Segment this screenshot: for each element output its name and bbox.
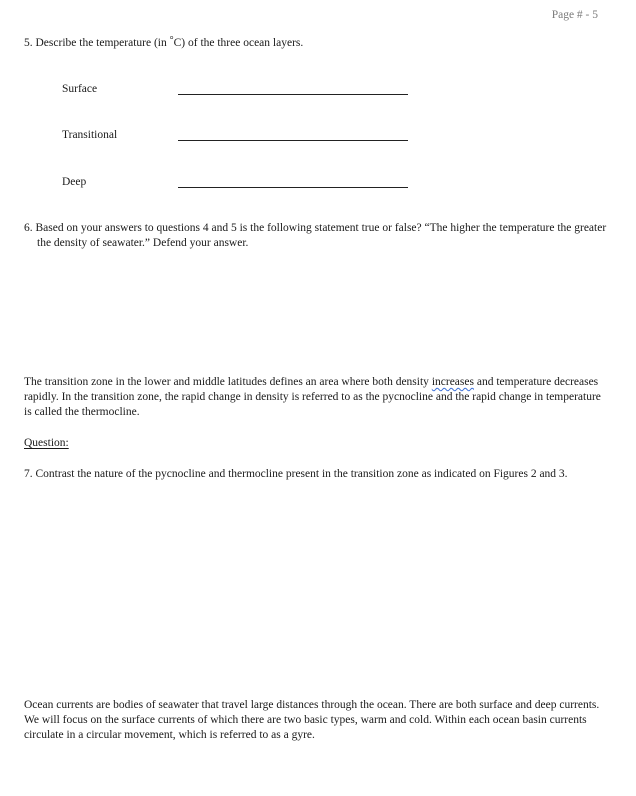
transition-text-end: and temperature decreases rapidly. In the transition zone, the rapid change in density is referred to as the pycnocline and the rapid change in temperature is called the thermocline. bbox=[24, 376, 601, 418]
answer-line-transitional[interactable] bbox=[178, 140, 408, 141]
question-heading: Question: bbox=[24, 437, 69, 449]
page-number: Page # - 5 bbox=[551, 9, 598, 21]
question-5-text-end: C) of the three ocean layers. bbox=[173, 37, 304, 49]
field-label-surface: Surface bbox=[62, 83, 98, 95]
question-6-prompt: 6. Based on your answers to questions 4 and 5 is the following statement true or false? “The higher the temperature the greater the density of seawater.” Defend your answer. bbox=[24, 222, 607, 249]
answer-line-deep[interactable] bbox=[178, 187, 408, 188]
question-5-prompt bbox=[24, 36, 303, 51]
field-label-deep: Deep bbox=[62, 176, 87, 188]
ocean-currents-paragraph: Ocean currents are bodies of seawater that travel large distances through the ocean. There are both surface and deep currents. We will focus on the surface currents of which there are two basic types, warm and cold. Within each ocean basin currents circulate in a circular movement, which is referred to as a gyre. bbox=[24, 699, 600, 741]
question-7-prompt: 7. Contrast the nature of the pycnocline and thermocline present in the transition zone as indicated on Figures 2 and 3. bbox=[24, 468, 568, 480]
answer-line-surface[interactable] bbox=[178, 94, 408, 95]
spellcheck-flagged-word[interactable]: increases bbox=[431, 376, 474, 388]
degree-symbol: ° bbox=[169, 35, 174, 46]
field-label-transitional: Transitional bbox=[62, 129, 118, 141]
transition-zone-paragraph bbox=[24, 375, 606, 420]
transition-text-start: The transition zone in the lower and middle latitudes defines an area where both density bbox=[24, 376, 432, 388]
question-5-text-start: 5. Describe the temperature (in bbox=[24, 37, 170, 49]
